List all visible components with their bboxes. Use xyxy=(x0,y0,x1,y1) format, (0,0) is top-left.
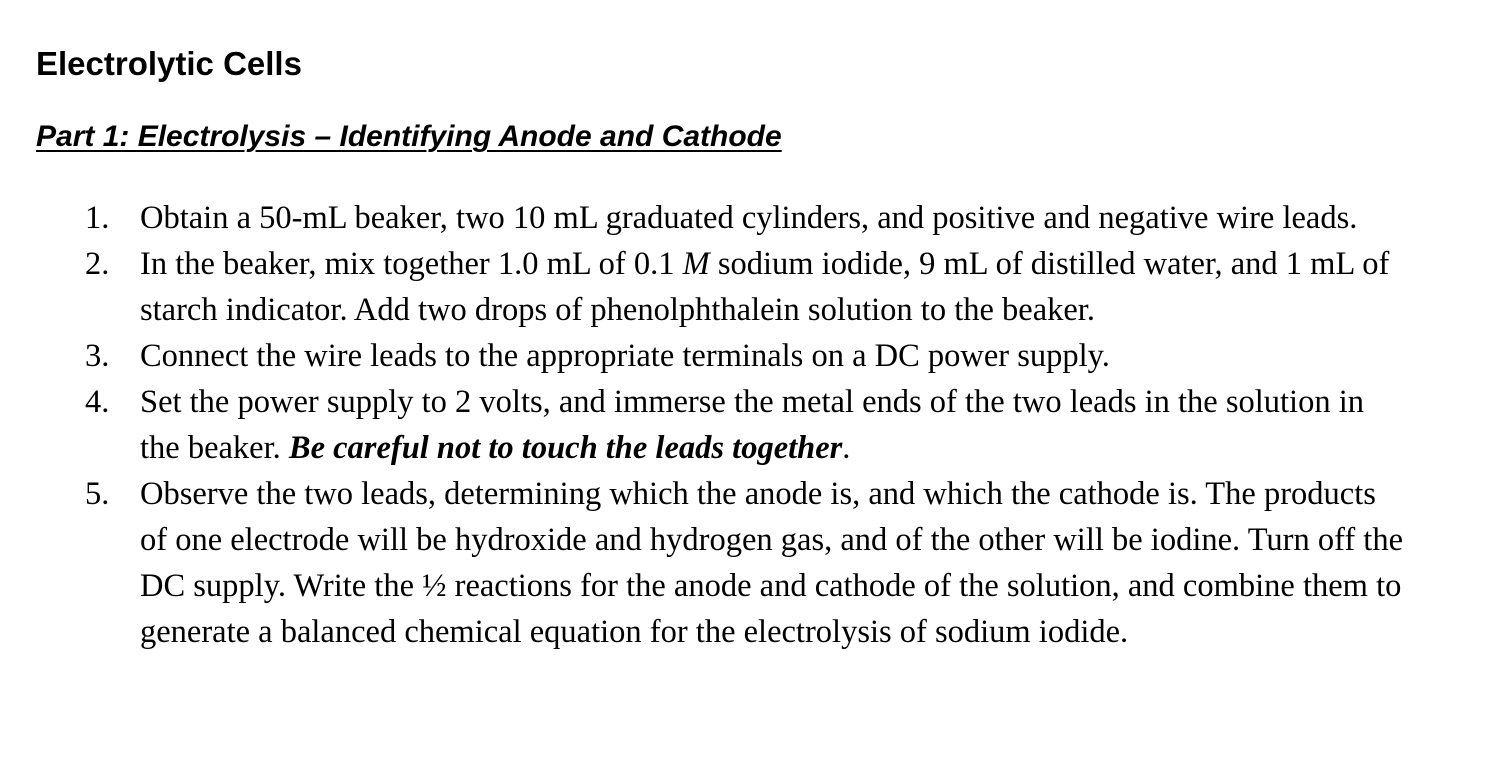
step-number: 4. xyxy=(85,384,110,420)
molarity-unit: M xyxy=(682,246,710,282)
step-text xyxy=(140,384,1364,466)
section-heading: Part 1: Electrolysis – Identifying Anode and Cathode xyxy=(36,120,782,153)
step-number: 3. xyxy=(85,338,110,374)
step-number: 5. xyxy=(85,476,110,512)
procedure-step-5 xyxy=(0,471,1405,655)
step-text: Observe the two leads, determining which the anode is, and which the cathode is. The products of one electrode will be hydroxide and hydrogen gas, and of the other will be iodine. Turn off the DC supply. Write the ½ reactions for the anode and cathode of the solution, and combine them to generate a balanced chemical equation for the electrolysis of sodium iodide. xyxy=(140,476,1403,650)
safety-warning: Be careful not to touch the leads together xyxy=(288,430,843,466)
step-text-part: In the beaker, mix together 1.0 mL of 0.1 xyxy=(140,246,683,282)
step-number: 1. xyxy=(85,200,110,236)
step-text: Obtain a 50-mL beaker, two 10 mL graduated cylinders, and positive and negative wire leads. xyxy=(140,200,1358,236)
procedure-steps-list xyxy=(0,195,1491,655)
procedure-step-2 xyxy=(0,241,1405,333)
document-title: Electrolytic Cells xyxy=(36,45,302,82)
step-text: Connect the wire leads to the appropriate terminals on a DC power supply. xyxy=(140,338,1110,374)
step-number: 2. xyxy=(85,246,110,282)
procedure-step-3 xyxy=(0,333,1405,379)
step-text-part: Set the power supply to 2 volts, and immerse the metal ends of the two leads in the solution in the beaker. xyxy=(140,384,1364,466)
procedure-step-4 xyxy=(0,379,1405,471)
step-text xyxy=(140,246,1389,328)
step-text-part: . xyxy=(842,430,851,466)
step-text-part: sodium iodide, 9 mL of distilled water, and 1 mL of starch indicator. Add two drops of phenolphthalein solution to the beaker. xyxy=(140,246,1390,328)
procedure-step-1 xyxy=(0,195,1405,241)
